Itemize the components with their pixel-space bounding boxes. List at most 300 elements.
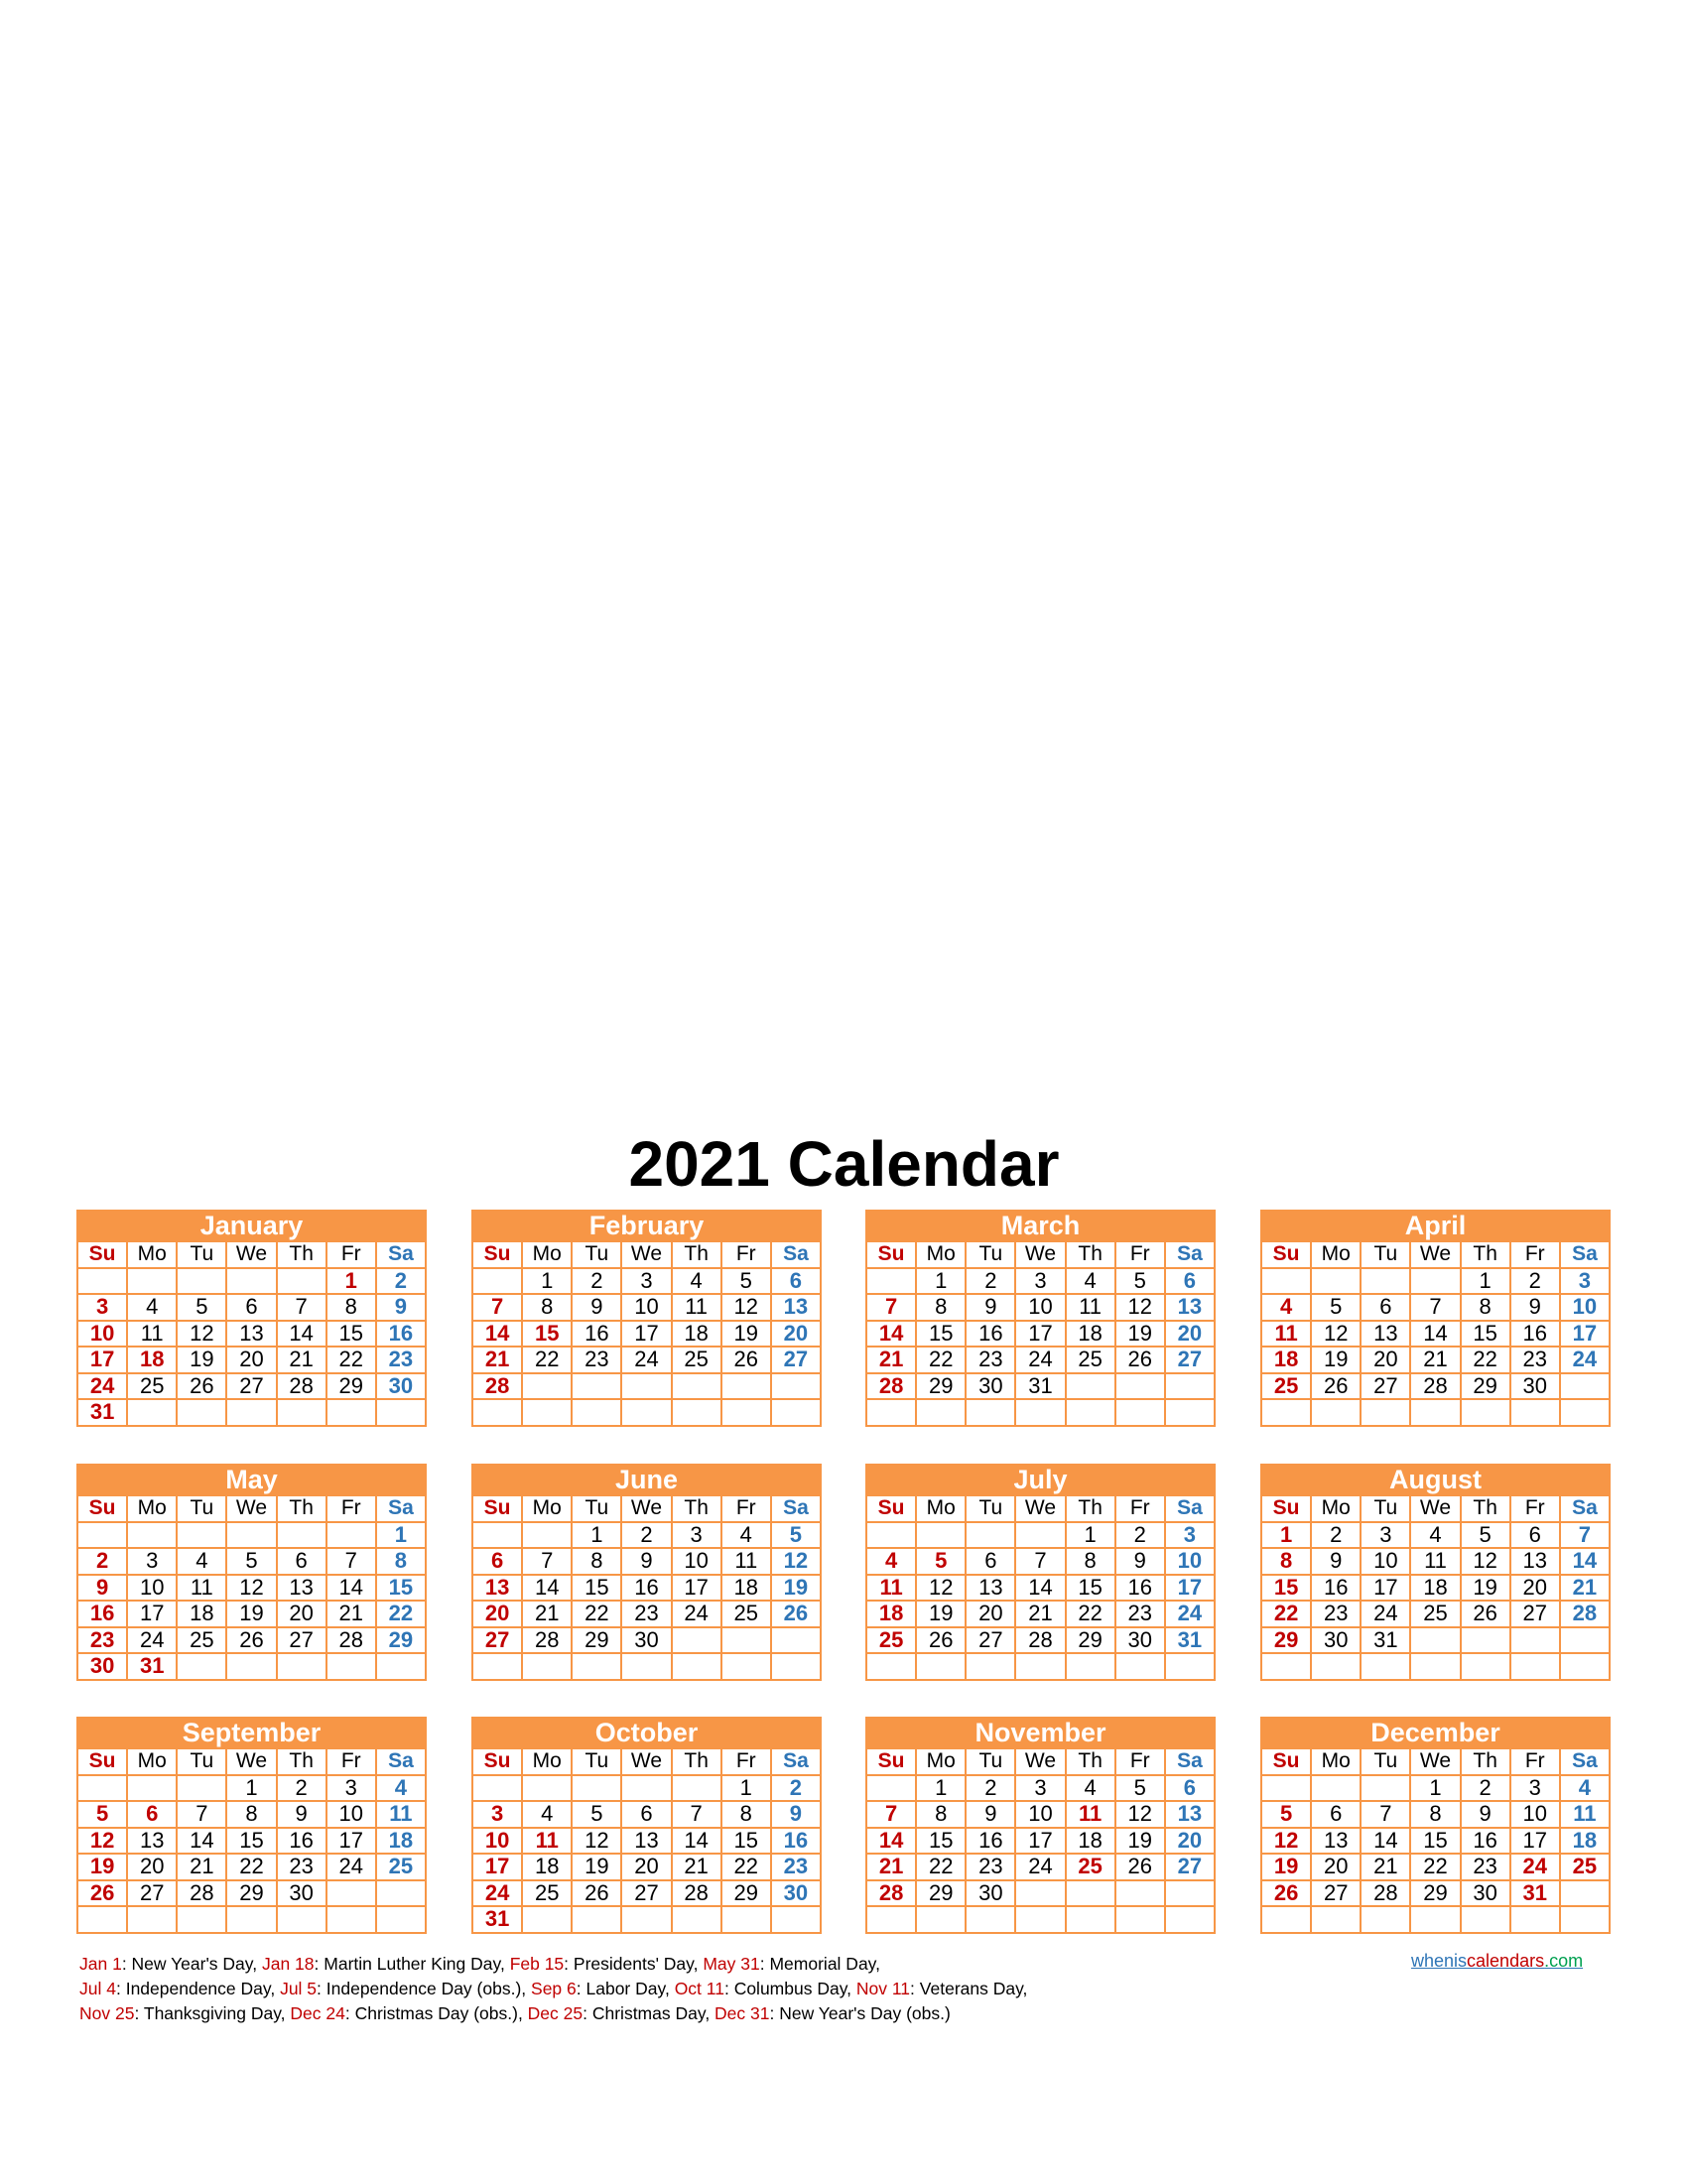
weekday-label: We	[1015, 1495, 1065, 1522]
day-cell: 30	[376, 1373, 426, 1400]
day-cell: 6	[1361, 1294, 1410, 1321]
day-cell: 25	[672, 1347, 721, 1373]
empty-day-cell	[226, 1399, 276, 1426]
day-cell: 10	[672, 1548, 721, 1575]
weekday-label: Th	[672, 1748, 721, 1775]
day-cell: 5	[1115, 1268, 1165, 1295]
month-days-table	[865, 1494, 1216, 1681]
page-title: 2021 Calendar	[628, 1128, 1060, 1200]
day-cell: 20	[1510, 1575, 1560, 1602]
holiday-date: Nov 11	[855, 1979, 911, 1998]
day-cell: 15	[916, 1321, 966, 1348]
month-july	[865, 1464, 1216, 1697]
empty-day-cell	[177, 1775, 226, 1802]
day-cell: 23	[77, 1627, 127, 1654]
day-cell: 11	[672, 1294, 721, 1321]
day-cell: 15	[522, 1321, 572, 1348]
empty-day-cell	[672, 1906, 721, 1933]
day-cell: 20	[966, 1601, 1015, 1627]
holiday-name: Veterans Day	[919, 1979, 1023, 1998]
weekday-label: Fr	[326, 1495, 376, 1522]
day-cell: 4	[1410, 1522, 1460, 1549]
empty-day-cell	[1461, 1399, 1510, 1426]
day-cell: 15	[326, 1321, 376, 1348]
day-cell: 7	[1015, 1548, 1065, 1575]
day-cell: 31	[1361, 1627, 1410, 1654]
day-cell: 31	[1165, 1627, 1215, 1654]
holiday-name: Thanksgiving Day	[143, 2003, 281, 2023]
day-cell: 5	[771, 1522, 821, 1549]
month-november	[865, 1717, 1216, 1950]
day-cell: 9	[77, 1575, 127, 1602]
weekday-label: Mo	[916, 1241, 966, 1268]
day-cell: 15	[1461, 1321, 1510, 1348]
day-cell: 30	[1461, 1880, 1510, 1907]
day-cell: 4	[1261, 1294, 1311, 1321]
day-cell: 2	[621, 1522, 671, 1549]
day-cell: 16	[1461, 1828, 1510, 1855]
empty-day-cell	[1461, 1653, 1510, 1680]
empty-day-cell	[621, 1906, 671, 1933]
holiday-date: Dec 24	[290, 2003, 345, 2023]
day-cell: 7	[522, 1548, 572, 1575]
day-cell: 3	[621, 1268, 671, 1295]
empty-day-cell	[77, 1906, 127, 1933]
weekday-label: Sa	[1165, 1748, 1215, 1775]
holiday-line: Jul 4: Independence Day, Jul 5: Independence Day (obs.), Sep 6: Labor Day, Oct 11: Columbus Day, Nov 11: Veterans Day,	[79, 1979, 1028, 1998]
day-cell: 4	[721, 1522, 771, 1549]
empty-day-cell	[572, 1653, 621, 1680]
month-february	[471, 1210, 822, 1443]
day-cell: 13	[226, 1321, 276, 1348]
empty-day-cell	[522, 1775, 572, 1802]
month-days-table	[76, 1494, 427, 1681]
day-cell: 26	[1461, 1601, 1510, 1627]
day-cell: 23	[572, 1347, 621, 1373]
weekday-label: Su	[866, 1748, 916, 1775]
day-cell: 23	[376, 1347, 426, 1373]
empty-day-cell	[1115, 1373, 1165, 1400]
empty-day-cell	[522, 1399, 572, 1426]
day-cell: 24	[326, 1854, 376, 1880]
month-october	[471, 1717, 822, 1950]
empty-day-cell	[916, 1653, 966, 1680]
empty-day-cell	[77, 1775, 127, 1802]
holiday-name: New Year's Day (obs.)	[779, 2003, 951, 2023]
empty-day-cell	[1261, 1906, 1311, 1933]
empty-day-cell	[966, 1653, 1015, 1680]
day-cell: 14	[1560, 1548, 1610, 1575]
day-cell: 24	[77, 1373, 127, 1400]
weekday-label: Fr	[1115, 1495, 1165, 1522]
day-cell: 8	[1461, 1294, 1510, 1321]
day-cell: 25	[1410, 1601, 1460, 1627]
empty-day-cell	[1361, 1399, 1410, 1426]
day-cell: 9	[1115, 1548, 1165, 1575]
empty-day-cell	[1361, 1268, 1410, 1295]
empty-day-cell	[572, 1906, 621, 1933]
day-cell: 12	[916, 1575, 966, 1602]
weekday-label: We	[1410, 1495, 1460, 1522]
day-cell: 9	[572, 1294, 621, 1321]
day-cell: 30	[966, 1373, 1015, 1400]
day-cell: 12	[1115, 1801, 1165, 1828]
empty-day-cell	[522, 1522, 572, 1549]
day-cell: 8	[1066, 1548, 1115, 1575]
empty-day-cell	[226, 1906, 276, 1933]
day-cell: 8	[1410, 1801, 1460, 1828]
day-cell: 11	[177, 1575, 226, 1602]
day-cell: 30	[621, 1627, 671, 1654]
day-cell: 3	[1015, 1775, 1065, 1802]
day-cell: 26	[226, 1627, 276, 1654]
day-cell: 14	[522, 1575, 572, 1602]
day-cell: 7	[866, 1801, 916, 1828]
day-cell: 22	[916, 1854, 966, 1880]
day-cell: 14	[1015, 1575, 1065, 1602]
holiday-date: Nov 25	[79, 2003, 135, 2023]
empty-day-cell	[326, 1399, 376, 1426]
day-cell: 6	[226, 1294, 276, 1321]
day-cell: 17	[127, 1601, 177, 1627]
day-cell: 27	[966, 1627, 1015, 1654]
day-cell: 27	[1165, 1854, 1215, 1880]
day-cell: 14	[866, 1828, 916, 1855]
day-cell: 19	[1461, 1575, 1510, 1602]
holiday-name: Christmas Day	[591, 2003, 706, 2023]
month-september	[76, 1717, 427, 1950]
day-cell: 28	[326, 1627, 376, 1654]
day-cell: 3	[472, 1801, 522, 1828]
day-cell: 22	[1261, 1601, 1311, 1627]
day-cell: 8	[916, 1801, 966, 1828]
day-cell: 25	[376, 1854, 426, 1880]
day-cell: 27	[127, 1880, 177, 1907]
day-cell: 22	[1461, 1347, 1510, 1373]
empty-day-cell	[1510, 1653, 1560, 1680]
day-cell: 31	[77, 1399, 127, 1426]
weekday-label: Sa	[376, 1495, 426, 1522]
empty-day-cell	[1560, 1906, 1610, 1933]
day-cell: 1	[1461, 1268, 1510, 1295]
day-cell: 12	[1311, 1321, 1361, 1348]
empty-day-cell	[1015, 1906, 1065, 1933]
day-cell: 10	[1510, 1801, 1560, 1828]
day-cell: 8	[376, 1548, 426, 1575]
empty-day-cell	[916, 1522, 966, 1549]
day-cell: 2	[376, 1268, 426, 1295]
empty-day-cell	[1311, 1906, 1361, 1933]
day-cell: 26	[1115, 1347, 1165, 1373]
day-cell: 16	[1510, 1321, 1560, 1348]
month-days-table	[76, 1240, 427, 1427]
empty-day-cell	[1015, 1653, 1065, 1680]
day-cell: 15	[1410, 1828, 1460, 1855]
day-cell: 20	[277, 1601, 326, 1627]
empty-day-cell	[572, 1373, 621, 1400]
weekday-label: Fr	[721, 1748, 771, 1775]
day-cell: 6	[127, 1801, 177, 1828]
weekday-label: Mo	[127, 1495, 177, 1522]
month-days-table	[471, 1494, 822, 1681]
empty-day-cell	[1361, 1906, 1410, 1933]
day-cell: 10	[127, 1575, 177, 1602]
day-cell: 6	[771, 1268, 821, 1295]
empty-day-cell	[672, 1373, 721, 1400]
weekday-label: Fr	[721, 1241, 771, 1268]
day-cell: 18	[127, 1347, 177, 1373]
weekday-label: Fr	[326, 1748, 376, 1775]
weekday-label: Su	[77, 1495, 127, 1522]
day-cell: 5	[226, 1548, 276, 1575]
day-cell: 4	[376, 1775, 426, 1802]
day-cell: 1	[376, 1522, 426, 1549]
weekday-label: Mo	[1311, 1241, 1361, 1268]
weekday-label: Mo	[916, 1748, 966, 1775]
day-cell: 4	[127, 1294, 177, 1321]
day-cell: 30	[966, 1880, 1015, 1907]
weekday-label: Mo	[522, 1241, 572, 1268]
month-january	[76, 1210, 427, 1443]
holiday-name: Columbus Day	[733, 1979, 847, 1998]
holiday-name: Memorial Day	[769, 1954, 876, 1974]
day-cell: 22	[1066, 1601, 1115, 1627]
weekday-label: Su	[472, 1241, 522, 1268]
day-cell: 18	[1410, 1575, 1460, 1602]
day-cell: 19	[177, 1347, 226, 1373]
day-cell: 7	[326, 1548, 376, 1575]
empty-day-cell	[1510, 1906, 1560, 1933]
empty-day-cell	[572, 1399, 621, 1426]
day-cell: 13	[966, 1575, 1015, 1602]
day-cell: 29	[226, 1880, 276, 1907]
day-cell: 18	[721, 1575, 771, 1602]
weekday-label: Tu	[572, 1495, 621, 1522]
weekday-label: Fr	[721, 1495, 771, 1522]
day-cell: 2	[966, 1775, 1015, 1802]
day-cell: 13	[127, 1828, 177, 1855]
day-cell: 17	[1015, 1828, 1065, 1855]
empty-day-cell	[326, 1880, 376, 1907]
day-cell: 11	[1410, 1548, 1460, 1575]
day-cell: 15	[1261, 1575, 1311, 1602]
day-cell: 23	[277, 1854, 326, 1880]
day-cell: 27	[1165, 1347, 1215, 1373]
empty-day-cell	[326, 1906, 376, 1933]
day-cell: 29	[916, 1373, 966, 1400]
day-cell: 27	[1311, 1880, 1361, 1907]
day-cell: 29	[376, 1627, 426, 1654]
month-title: August	[1260, 1464, 1611, 1494]
weekday-label: Tu	[1361, 1495, 1410, 1522]
day-cell: 11	[1560, 1801, 1610, 1828]
day-cell: 9	[376, 1294, 426, 1321]
day-cell: 7	[177, 1801, 226, 1828]
month-title: February	[471, 1210, 822, 1240]
day-cell: 23	[1115, 1601, 1165, 1627]
day-cell: 19	[771, 1575, 821, 1602]
day-cell: 23	[771, 1854, 821, 1880]
empty-day-cell	[672, 1399, 721, 1426]
day-cell: 16	[1115, 1575, 1165, 1602]
day-cell: 8	[721, 1801, 771, 1828]
day-cell: 13	[1510, 1548, 1560, 1575]
day-cell: 28	[866, 1880, 916, 1907]
day-cell: 17	[672, 1575, 721, 1602]
empty-day-cell	[771, 1399, 821, 1426]
day-cell: 5	[1261, 1801, 1311, 1828]
empty-day-cell	[721, 1627, 771, 1654]
empty-day-cell	[916, 1906, 966, 1933]
day-cell: 11	[522, 1828, 572, 1855]
month-days-table	[1260, 1494, 1611, 1681]
empty-day-cell	[1015, 1522, 1065, 1549]
day-cell: 14	[472, 1321, 522, 1348]
empty-day-cell	[177, 1399, 226, 1426]
brand-part-2: calendars	[1467, 1951, 1545, 1971]
day-cell: 27	[472, 1627, 522, 1654]
empty-day-cell	[1410, 1906, 1460, 1933]
day-cell: 14	[866, 1321, 916, 1348]
weekday-label: We	[1015, 1748, 1065, 1775]
holiday-date: Jan 1	[79, 1954, 122, 1974]
day-cell: 31	[127, 1653, 177, 1680]
day-cell: 25	[1261, 1373, 1311, 1400]
weekday-label: Th	[1066, 1495, 1115, 1522]
day-cell: 16	[376, 1321, 426, 1348]
month-days-table	[865, 1240, 1216, 1427]
day-cell: 8	[226, 1801, 276, 1828]
day-cell: 16	[966, 1828, 1015, 1855]
day-cell: 1	[1066, 1522, 1115, 1549]
day-cell: 21	[1410, 1347, 1460, 1373]
weekday-label: Sa	[1560, 1748, 1610, 1775]
weekday-label: We	[1015, 1241, 1065, 1268]
empty-day-cell	[376, 1653, 426, 1680]
empty-day-cell	[721, 1906, 771, 1933]
empty-day-cell	[672, 1775, 721, 1802]
day-cell: 25	[522, 1880, 572, 1907]
weekday-label: Fr	[1510, 1748, 1560, 1775]
day-cell: 7	[1410, 1294, 1460, 1321]
day-cell: 27	[771, 1347, 821, 1373]
empty-day-cell	[1311, 1653, 1361, 1680]
empty-day-cell	[866, 1653, 916, 1680]
weekday-label: Mo	[1311, 1748, 1361, 1775]
day-cell: 17	[77, 1347, 127, 1373]
empty-day-cell	[1165, 1373, 1215, 1400]
day-cell: 17	[1015, 1321, 1065, 1348]
day-cell: 25	[1066, 1347, 1115, 1373]
day-cell: 21	[866, 1347, 916, 1373]
empty-day-cell	[1165, 1906, 1215, 1933]
empty-day-cell	[376, 1906, 426, 1933]
day-cell: 21	[326, 1601, 376, 1627]
empty-day-cell	[277, 1653, 326, 1680]
day-cell: 19	[77, 1854, 127, 1880]
day-cell: 7	[672, 1801, 721, 1828]
empty-day-cell	[866, 1775, 916, 1802]
day-cell: 3	[672, 1522, 721, 1549]
weekday-label: Sa	[1560, 1495, 1610, 1522]
day-cell: 14	[1410, 1321, 1460, 1348]
holiday-date: Jan 18	[261, 1954, 315, 1974]
empty-day-cell	[326, 1522, 376, 1549]
empty-day-cell	[966, 1399, 1015, 1426]
day-cell: 30	[277, 1880, 326, 1907]
day-cell: 22	[1410, 1854, 1460, 1880]
day-cell: 25	[1066, 1854, 1115, 1880]
day-cell: 8	[916, 1294, 966, 1321]
day-cell: 8	[1261, 1548, 1311, 1575]
month-december	[1260, 1717, 1611, 1950]
weekday-label: Fr	[1510, 1241, 1560, 1268]
day-cell: 6	[621, 1801, 671, 1828]
empty-day-cell	[1461, 1627, 1510, 1654]
day-cell: 6	[1510, 1522, 1560, 1549]
day-cell: 17	[621, 1321, 671, 1348]
empty-day-cell	[1165, 1653, 1215, 1680]
weekday-label: Sa	[771, 1748, 821, 1775]
day-cell: 28	[866, 1373, 916, 1400]
empty-day-cell	[966, 1522, 1015, 1549]
brand-link[interactable]	[1411, 1949, 1583, 1973]
empty-day-cell	[1115, 1906, 1165, 1933]
empty-day-cell	[127, 1399, 177, 1426]
day-cell: 7	[277, 1294, 326, 1321]
day-cell: 5	[916, 1548, 966, 1575]
empty-day-cell	[621, 1653, 671, 1680]
day-cell: 9	[966, 1801, 1015, 1828]
holiday-name: New Year's Day	[131, 1954, 253, 1974]
month-days-table	[76, 1747, 427, 1934]
month-days-table	[1260, 1747, 1611, 1934]
empty-day-cell	[522, 1373, 572, 1400]
day-cell: 27	[1510, 1601, 1560, 1627]
day-cell: 26	[1115, 1854, 1165, 1880]
day-cell: 29	[1461, 1373, 1510, 1400]
day-cell: 1	[916, 1268, 966, 1295]
day-cell: 4	[1066, 1268, 1115, 1295]
day-cell: 30	[1311, 1627, 1361, 1654]
empty-day-cell	[721, 1653, 771, 1680]
weekday-label: Su	[77, 1241, 127, 1268]
day-cell: 24	[1361, 1601, 1410, 1627]
day-cell: 24	[472, 1880, 522, 1907]
day-cell: 5	[77, 1801, 127, 1828]
holiday-name: Independence Day (obs.)	[325, 1979, 522, 1998]
day-cell: 28	[472, 1373, 522, 1400]
day-cell: 13	[277, 1575, 326, 1602]
day-cell: 3	[1510, 1775, 1560, 1802]
day-cell: 26	[77, 1880, 127, 1907]
day-cell: 18	[866, 1601, 916, 1627]
day-cell: 3	[1015, 1268, 1065, 1295]
day-cell: 17	[1560, 1321, 1610, 1348]
weekday-label: Sa	[376, 1748, 426, 1775]
weekday-label: Tu	[572, 1241, 621, 1268]
day-cell: 2	[1115, 1522, 1165, 1549]
day-cell: 11	[866, 1575, 916, 1602]
day-cell: 27	[277, 1627, 326, 1654]
empty-day-cell	[572, 1775, 621, 1802]
day-cell: 16	[1311, 1575, 1361, 1602]
weekday-label: Tu	[966, 1748, 1015, 1775]
day-cell: 24	[1015, 1347, 1065, 1373]
day-cell: 11	[1261, 1321, 1311, 1348]
month-days-table	[471, 1747, 822, 1934]
day-cell: 2	[966, 1268, 1015, 1295]
